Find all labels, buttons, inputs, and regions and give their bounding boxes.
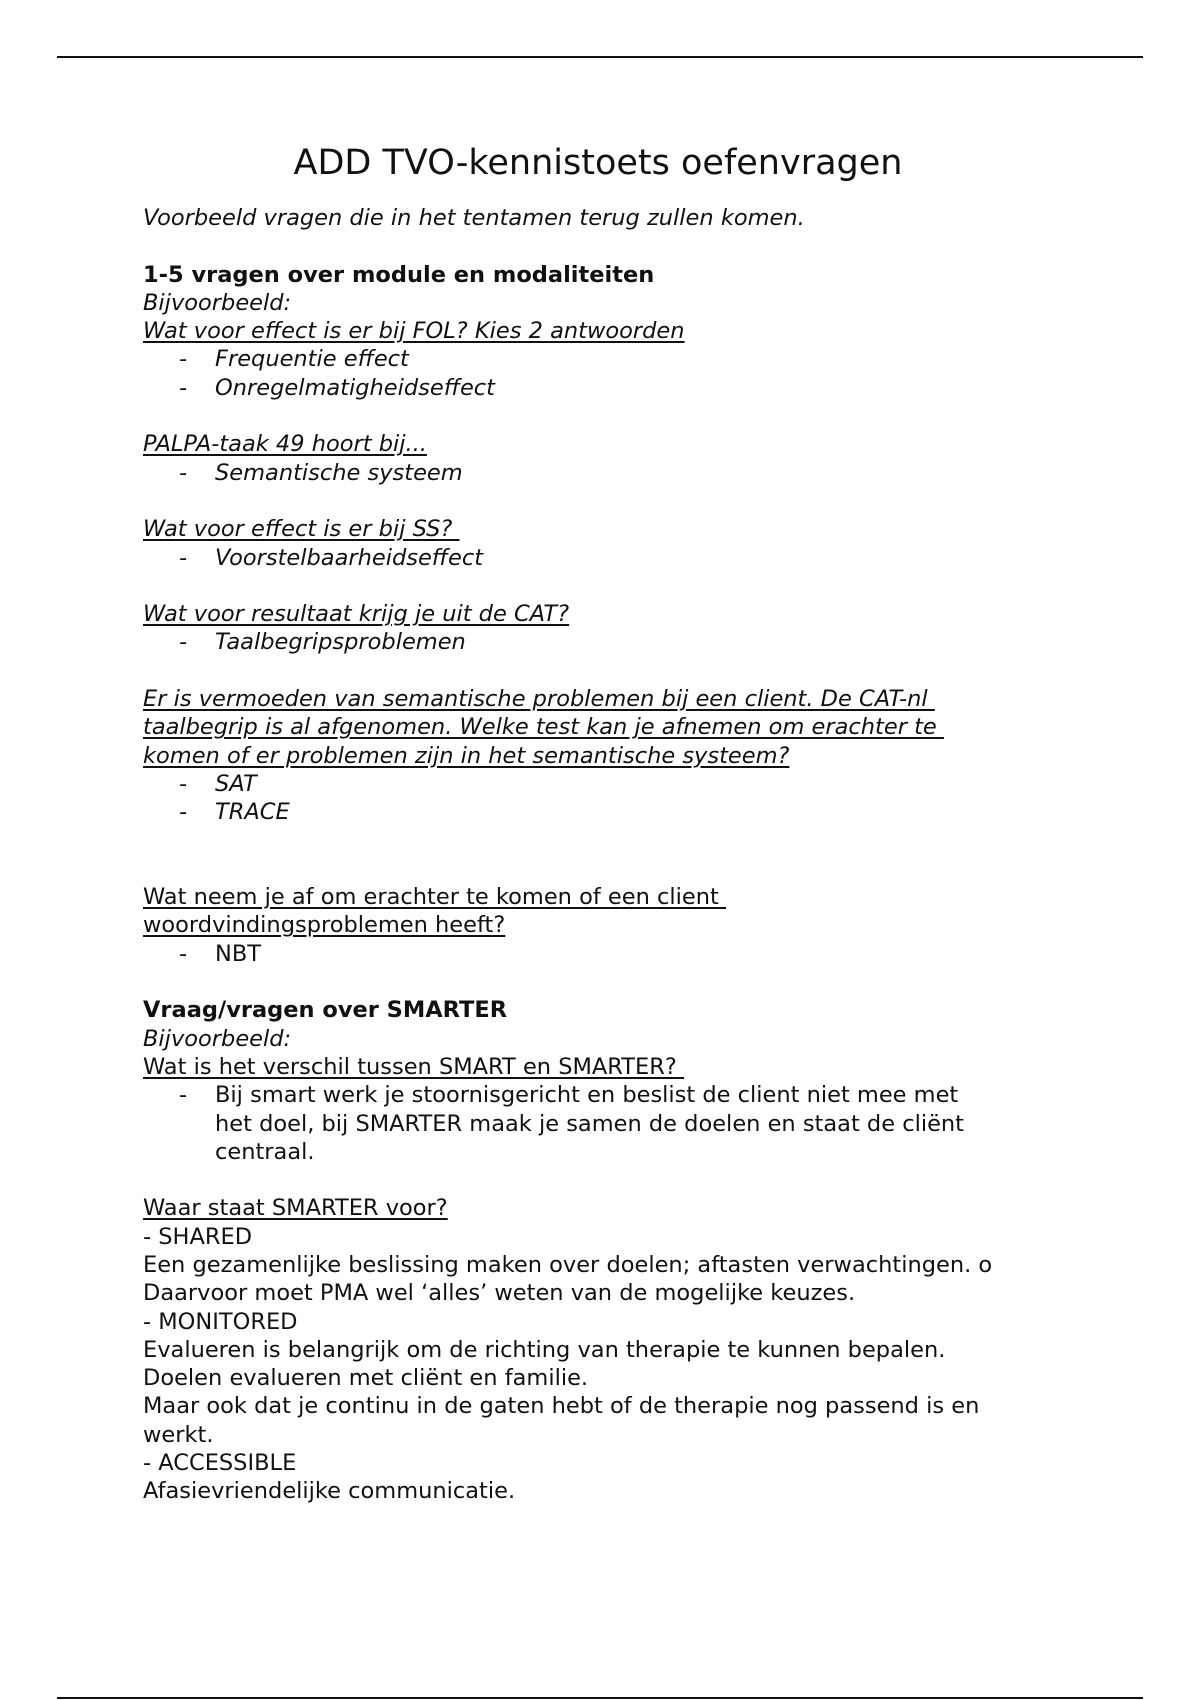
section1-heading: 1-5 vragen over module en modaliteiten [143,261,655,288]
answer-text: Onregelmatigheidseffect [215,374,495,401]
question-semantic-line: Er is vermoeden van semantische problemen bij een client. De CAT-nl [143,686,935,713]
question-fol: Wat voor effect is er bij FOL? Kies 2 antwoorden [143,318,685,345]
smarter-line: Afasievriendelijke communicatie. [143,1478,516,1505]
smarter-line: Maar ook dat je continu in de gaten hebt of de therapie nog passend is en [143,1393,980,1420]
list-item: - Onregelmatigheidseffect [143,374,1063,402]
smarter-line: - MONITORED [143,1308,298,1335]
answer-block [215,1081,1063,1166]
smarter-line: - ACCESSIBLE [143,1450,297,1477]
question-word-finding-line: woordvindingsproblemen heeft? [143,912,506,939]
answer-text: Semantische systeem [215,459,463,486]
answer-text: Taalbegripsproblemen [215,629,466,656]
document-body [143,138,1063,1506]
question-cat: Wat voor resultaat krijg je uit de CAT? [143,601,570,628]
answer-text: Voorstelbaarheidseffect [215,544,484,571]
list-item: - TRACE [143,798,1063,826]
answer-text: Frequentie effect [215,346,409,373]
intro-text: Voorbeeld vragen die in het tentamen terug zullen komen. [143,205,805,231]
answer-line: het doel, bij SMARTER maak je samen de doelen en staat de cliënt [215,1110,964,1137]
smarter-line: Daarvoor moet PMA wel ‘alles’ weten van de mogelijke keuzes. [143,1280,856,1307]
answer-text: NBT [215,940,262,967]
answer-line: Bij smart werk je stoornisgericht en beslist de client niet mee met [215,1082,959,1109]
question-ss: Wat voor effect is er bij SS? [143,516,460,543]
question-smart-difference: Wat is het verschil tussen SMART en SMARTER? [143,1053,684,1080]
smarter-line: Evalueren is belangrijk om de richting van therapie te kunnen bepalen. [143,1336,946,1363]
question-semantic-line: komen of er problemen zijn in het semantische systeem? [143,742,790,769]
document-title: ADD TVO-kennistoets oefenvragen [293,143,903,183]
list-item: - SAT [143,770,1063,798]
list-item: - Taalbegripsproblemen [143,628,1063,656]
section2-example-label: Bijvoorbeeld: [143,1025,292,1052]
question-word-finding-line: Wat neem je af om erachter te komen of een client [143,884,726,911]
list-item: - Frequentie effect [143,345,1063,373]
section1-example-label: Bijvoorbeeld: [143,289,292,316]
bottom-rule [57,1697,1143,1699]
answer-line: centraal. [215,1138,315,1165]
answer-text: SAT [215,770,257,797]
list-item: - Voorstelbaarheidseffect [143,544,1063,572]
question-smarter-meaning: Waar staat SMARTER voor? [143,1195,448,1222]
question-semantic-line: taalbegrip is al afgenomen. Welke test kan je afnemen om erachter te [143,714,944,741]
list-item: - Bij smart werk je stoornisgericht en beslist de client niet mee met het doel, bij SMARTER maak je samen de doelen en staat de cliënt centraal. [143,1081,1063,1166]
list-item: - Semantische systeem [143,459,1063,487]
top-rule [57,56,1143,58]
smarter-line: Een gezamenlijke beslissing maken over doelen; aftasten verwachtingen. o [143,1251,993,1278]
section2-heading: Vraag/vragen over SMARTER [143,997,508,1024]
question-palpa: PALPA-taak 49 hoort bij... [143,431,427,458]
smarter-line: - SHARED [143,1223,253,1250]
smarter-line: werkt. [143,1421,214,1448]
answer-text: TRACE [215,799,290,826]
smarter-line: Doelen evalueren met cliënt en familie. [143,1365,589,1392]
list-item: - NBT [143,940,1063,968]
